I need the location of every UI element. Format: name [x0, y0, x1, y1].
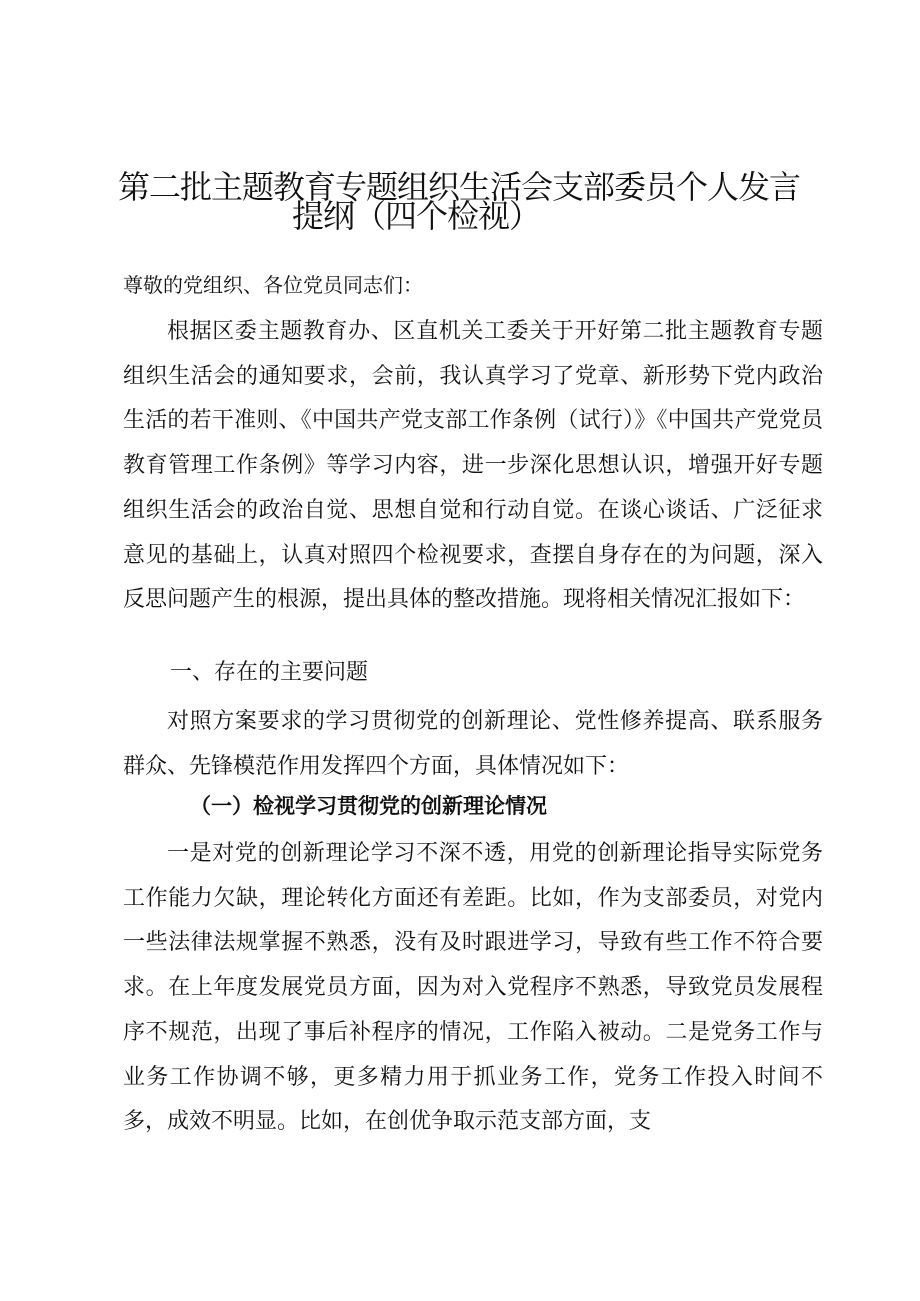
paragraph-text: 根据区委主题教育办、区直机关工委关于开好第二批主题教育专题组织生活会的通知要求，会前，我认真学习了党章、新形势下党内政治生活的若干准则、《中国共产党支部工作条例（试行）》《中国共产党党员教育管理工作条例》等学习内容，进一步深化思想认识，增强开好专题组织生活会的政治自觉、思想自觉和行动自觉。在谈心谈话、广泛征求意见的基础上，认真对照四个检视要求，查摆自身存在的为问题，深入反思问题产生的根源，提出具体的整改措施。现将相关情况汇报如下： [123, 319, 823, 613]
document-title-line2: 提纲（四个检视） [292, 197, 541, 235]
body-paragraph-overview [123, 700, 823, 789]
salutation: 尊敬的党组织、各位党员同志们： [123, 273, 423, 297]
subsection-heading-theory-study: （一）检视学习贯彻党的创新理论情况 [190, 793, 547, 818]
section-heading-main-problems: 一、存在的主要问题 [170, 660, 369, 685]
body-paragraph-theory-study [123, 832, 823, 1145]
paragraph-text: 一是对党的创新理论学习不深不透，用党的创新理论指导实际党务工作能力欠缺，理论转化方面还有差距。比如，作为支部委员，对党内一些法律法规掌握不熟悉，没有及时跟进学习，导致有些工作不符合要求。在上年度发展党员方面，因为对入党程序不熟悉，导致党员发展程序不规范，出现了事后补程序的情况，工作陷入被动。二是党务工作与业务工作协调不够，更多精力用于抓业务工作，党务工作投入时间不多，成效不明显。比如，在创优争取示范支部方面，支 [123, 841, 823, 1135]
paragraph-text: 对照方案要求的学习贯彻党的创新理论、党性修养提高、联系服务群众、先锋模范作用发挥四个方面，具体情况如下： [123, 709, 823, 779]
document-title-line1: 第二批主题教育专题组织生活会支部委员个人发言 [118, 168, 801, 206]
body-paragraph-intro [123, 310, 823, 623]
